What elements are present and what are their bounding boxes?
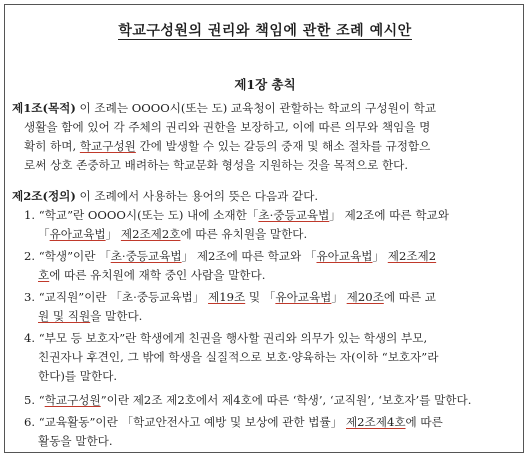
item6-line2: 활동을 말한다.	[38, 434, 113, 448]
item1-line1	[24, 207, 449, 223]
article1-text1: 이 조례는 OOOO시(또는 도) 교육청이 관할하는 학교의 구성원이 학교	[75, 101, 437, 115]
item1-text-d: 」	[105, 227, 121, 241]
item1-law1: 초·중등교육법	[258, 208, 330, 222]
article2-intro-text: 이 조례에서 사용하는 용어의 뜻은 다음과 같다.	[75, 189, 319, 203]
document-title	[0, 20, 530, 40]
item6-text-a: 6. “교육활동”이란 「학교안전사고 예방 및 보상에 관한 법률」	[24, 415, 346, 429]
article1-line4: 로써 상호 존중하고 배려하는 학교문화 형성을 지원하는 것을 목적으로 한다.	[24, 158, 409, 172]
item4-line2: 친권자나 후견인, 그 밖에 학생을 실질적으로 보호·양육하는 자(이하 “보호자”라	[38, 350, 439, 364]
item3-law: 유아교육법	[275, 290, 332, 304]
item3-line2	[38, 308, 142, 324]
item1-line2	[38, 226, 307, 242]
item3-text-c: 」	[331, 290, 347, 304]
item1-article-ref: 제2조제2호	[120, 227, 181, 241]
item1-law2: 유아교육법	[49, 227, 106, 241]
item5-line1	[24, 392, 471, 408]
item4-line1: 4. “부모 등 보호자”란 학생에게 친권을 행사할 권리와 의무가 있는 학생의 부모,	[24, 331, 428, 345]
article2-label: 제2조(정의)	[12, 189, 76, 203]
item2-text-b: 」 제2조에 따른 학교와 「	[181, 249, 317, 263]
article1-label: 제1조(목적)	[12, 101, 76, 115]
item3-article20: 제20조	[346, 290, 384, 304]
item2-text-e: 에 따른 유치원에 재학 중인 사람을 말한다.	[49, 268, 266, 282]
article2-intro	[12, 188, 318, 204]
item2-line2	[38, 267, 265, 283]
item6-text-b: 에 따른	[405, 415, 443, 429]
item2-law1: 초·중등교육법	[110, 249, 182, 263]
item3-line1	[24, 289, 436, 305]
item1-text-e: 에 따른 유치원을 말한다.	[180, 227, 308, 241]
article1-line3	[24, 138, 430, 154]
item2-article-ref-cont: 호	[38, 268, 50, 282]
item4-line3: 한다)를 말한다.	[38, 369, 118, 383]
article1-line1	[12, 100, 436, 116]
item3-staff-term: 원 및 직원	[38, 309, 91, 323]
article1-term-school-member: 학교구성원	[79, 139, 136, 153]
item6-line1	[24, 414, 443, 430]
chapter-heading: 제1장 총칙	[234, 77, 296, 92]
item5-text-b: ”이란 제2조 제2호에서 제4호에 따른 ‘학생’, ‘교직원’, ‘보호자’를 말한다.	[100, 393, 472, 407]
item3-text-f: 을 말한다.	[90, 309, 143, 323]
article1-line2: 생활을 함에 있어 각 주체의 권리와 권한을 보장하고, 이에 따른 의무와 책임을 명	[24, 120, 431, 134]
item1-text-a: 1. “학교”란 OOOO시(또는 도) 내에 소재한「	[24, 208, 259, 222]
item2-text-c: 」	[372, 249, 388, 263]
item6-article-ref: 제2조제4호	[345, 415, 406, 429]
item5-term: 학교구성원	[44, 393, 101, 407]
item5-text-a: 5. “	[24, 393, 45, 407]
document-title-text: 학교구성원의 권리와 책임에 관한 조례 예시안	[118, 23, 412, 39]
item3-text-a: 3. “교직원”이란 「초·중등교육법」	[24, 290, 209, 304]
item2-text-a: 2. “학생”이란 「	[24, 249, 111, 263]
article1-text3a: 확히 하며,	[24, 139, 80, 153]
item3-text-b: 및 「	[245, 290, 276, 304]
item2-line1	[24, 248, 436, 264]
item2-article-ref: 제2조제2	[387, 249, 437, 263]
item3-text-d: 에 따른 교	[383, 290, 436, 304]
item2-law2: 유아교육법	[316, 249, 373, 263]
item1-text-c: 「	[38, 227, 50, 241]
article1-text3b: 간에 발생할 수 있는 갈등의 중재 및 해소 절차를 규정함으	[135, 139, 431, 153]
item1-text-b: 」 제2조에 따른 학교와	[329, 208, 449, 222]
item3-article19: 제19조	[208, 290, 246, 304]
